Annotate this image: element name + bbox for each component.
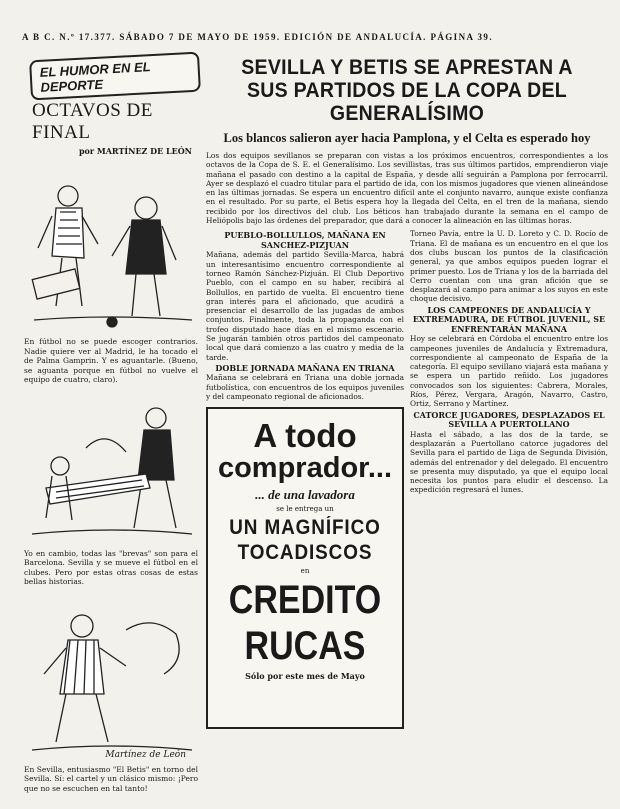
article-column-left xyxy=(206,229,404,749)
section-text-triana: Mañana se celebrará en Triana una doble jornada futbolística, con encuentros de los equipos juveniles y del campeonato regional de aficionados. xyxy=(206,373,404,402)
ad-line-comprador: comprador... xyxy=(217,452,393,485)
cartoon-caption-2: Yo en cambio, todas las "brevas" son para el Barcelona. Sevilla y se mueve el fútbol en el clubes. Pero por estas otras cosas de estas bellas historias. xyxy=(24,548,198,586)
sports-article xyxy=(206,50,608,802)
article-lead: Los dos equipos sevillanos se preparan con vistas a los próximos encuentros, correspondientes a los octavos de la Copa de S. E. el Generalísimo. Los sevillistas, tras sus últimos partidos, emprendieron viaje mañana el pasado con destino a la capital de España, y desde allí seguirán a Pamplona por ferrocarril. Ayer se desplazó el cuadro titular para el partido de ida, con los mismos jugadores que vienen alineándose en las últimas jornadas. Se espera un encuentro difícil ante el conjunto navarro, aunque existe confianza en el resultado. Por su parte, el Betis espera hoy la llegada del Celta, en el tren de la mañana, siendo recibido por los directivos del club. Los béticos han trabajado durante la semana en el campo de Heliópolis bajo las órdenes del preparador, que dará a conocer la alineación en las últimas horas. xyxy=(206,151,608,226)
article-column-right xyxy=(410,229,608,749)
lavadora-advertisement xyxy=(206,407,404,729)
ad-line-entrega: se le entrega un xyxy=(276,505,334,514)
cartoon-drawing-1 xyxy=(26,156,196,334)
cartoon-illustration-betis-player xyxy=(26,590,196,762)
cartoonist-signature: Martínez de León xyxy=(105,749,186,760)
ad-line-rucas: RUCAS xyxy=(244,624,366,669)
section-heading-pueblo: PUEBLO-BOLLULLOS, MAÑANA EN SANCHEZ-PIZJUAN xyxy=(224,230,386,250)
cartoon-caption-3: En Sevilla, entusiasmo "El Betis" en torno del Sevilla. Sí: el cartel y un clásico mismo: ¡Pero que no se escuchen en tal tanto! xyxy=(24,764,198,793)
cartoon-drawing-2 xyxy=(26,388,196,546)
cartoon-caption-1: En fútbol no se puede escoger contrarios. Nadie quiere ver al Madrid, le ha tocado el de Palma Gamprin. Y es aguantarle. (Bueno, se aguanta porque en fútbol no vuelve el equipo de cuatro, claro). xyxy=(24,337,198,384)
section-heading-juveniles: LOS CAMPEONES DE ANDALUCÍA Y EXTREMADURA, DE FÚTBOL JUVENIL, SE ENFRENTARÁN MAÑANA xyxy=(412,304,606,334)
section-heading-triana: DOBLE JORNADA MAÑANA EN TRIANA xyxy=(215,362,395,373)
humor-section-label: EL HUMOR EN EL DEPORTE xyxy=(29,52,201,101)
ad-line-mayo: Sólo por este mes de Mayo xyxy=(245,671,365,682)
cartoon-illustration-footballers xyxy=(26,156,196,334)
ad-line-en: en xyxy=(300,567,310,576)
ad-line-lavadora: ... de una lavadora xyxy=(255,487,355,503)
section-text-pavia: Torneo Pavía, entre la U. D. Loreto y C. D. Rocío de Triana. El de mañana es un encuentro en el que los dos clubs buscan los puntos de la clasificación general, ya que ambos equipos pueden lograr el primer puesto. Los de Triana y los de la barriada del Cerro cuentan con una gran afición que se desplazará al campo para animar a los suyos en este choque decisivo. xyxy=(410,229,608,304)
cartoon-illustration-stretcher xyxy=(26,388,196,546)
cartoon-title: OCTAVOS DE FINAL xyxy=(32,100,153,143)
section-heading-puertollano: CATORCE JUGADORES, DESPLAZADOS EL SEVILLA A PUERTOLLANO xyxy=(413,409,605,430)
ad-line-credito: CREDITO xyxy=(228,578,382,623)
section-text-pueblo: Mañana, además del partido Sevilla-Marca, habrá un interesantísimo encuentro correspondiente al torneo Ramón Sánchez-Pizjuán. El Club Deportivo Pueblo, con el campo en su haber, recibirá al Bollullos, en partido de vuelta. El encuentro tiene gran interés para el aficionado, que acudirá a presenciar el desarrollo de las jugadas de ambos conjuntos. Finalmente, toda la propaganda con el trofeo disputado hace días en el mismo escenario. Se jugarán también otros partidos del campeonato local que dará comienzo a las cuatro y media de la tarde. xyxy=(206,250,404,362)
page-header: A B C. N.º 17.377. SÁBADO 7 DE MAYO DE 1959. EDICIÓN DE ANDALUCÍA. PÁGINA 39. xyxy=(22,32,493,42)
article-subheadline: Los blancos salieron ayer hacia Pamplona, y el Celta es esperado hoy xyxy=(223,131,591,145)
ad-line-magnifico: UN MAGNÍFICO xyxy=(229,516,381,540)
article-headline: SEVILLA Y BETIS SE APRESTAN A SUS PARTIDOS DE LA COPA DEL GENERALÍSIMO xyxy=(241,56,573,125)
ad-line-tocadiscos: TOCADISCOS xyxy=(237,541,373,565)
cartoon-byline: por MARTÍNEZ DE LEÓN xyxy=(78,146,192,156)
ad-line-a-todo: A todo xyxy=(253,417,357,455)
humor-column xyxy=(22,50,200,802)
article-columns xyxy=(206,229,608,749)
section-text-juveniles: Hoy se celebrará en Córdoba el encuentro entre los campeones juveniles de Andalucía y Extremadura, correspondiente al campeonato de España de la categoría. El equipo sevillano viajará esta mañana y se espera un partido reñido. Los jugadores convocados son los siguientes: Cabrera, Morales, Ríos, Pérez, Vergara, Aragón, Navarro, Castro, Ortiz, Serrano y Martínez. xyxy=(410,334,608,409)
cartoon-drawing-3 xyxy=(26,590,196,762)
section-text-puertollano: Hasta el sábado, a las dos de la tarde, se desplazarán a Puertollano catorce jugadores del Sevilla para el partido de Liga de Segunda División, además del entrenador y del delegado. El encuentro se presenta muy disputado, ya que el equipo local necesita los puntos para eludir el descenso. La expedición regresará el lunes. xyxy=(410,429,608,495)
